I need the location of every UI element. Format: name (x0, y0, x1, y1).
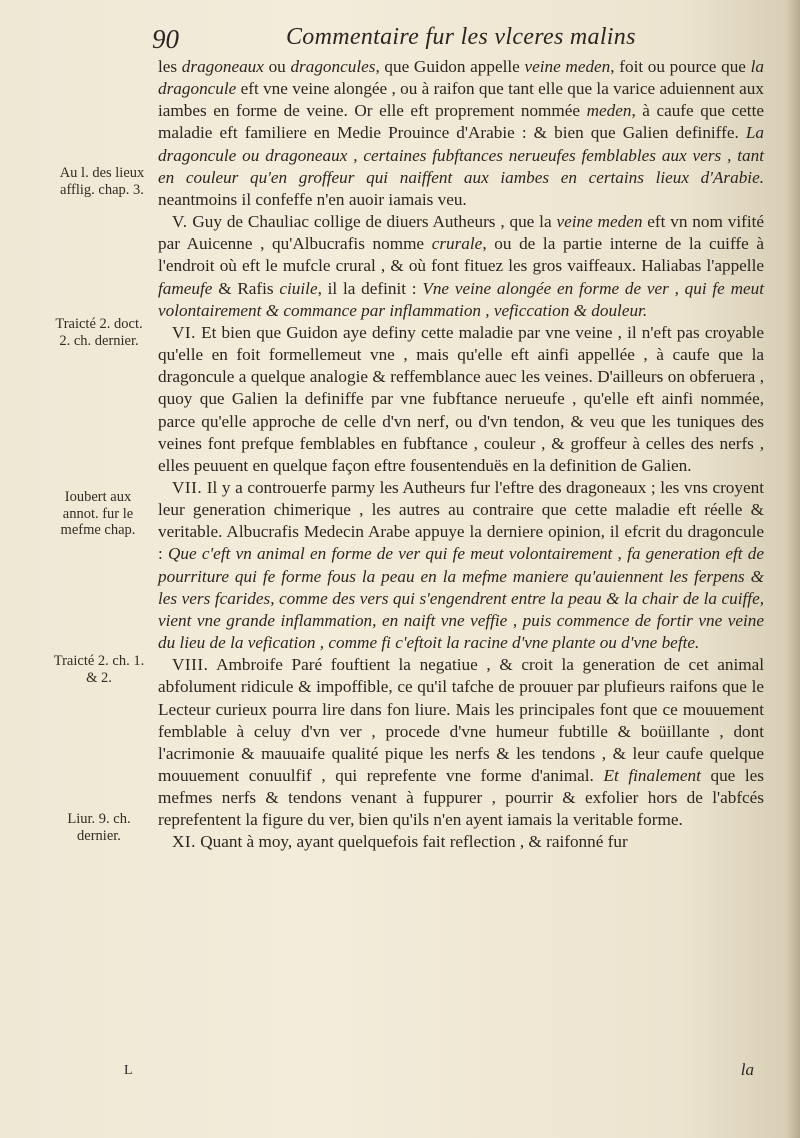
paragraph-vi: VI. Et bien que Guidon aye definy cette maladie par vne veine , il n'eft pas croyable qu'elle en foit formellemeut vne , mais qu'elle eft ainfi appellée , à caufe que la dragoncule a quelque analogie & reffemblance auec les veines. D'ailleurs on obferuera , quoy que Galien la definiffe par vne fubftance nerueufe , qu'elle eft ainfi nommée, parce qu'elle approche de celle d'vn nerf, ou d'vn tendon, & veu que les tuniques des veines font prefque femblables en fubftance , couleur , & groffeur à celles des nerfs , elles peuuent en quelque façon eftre fousentenduës en la definition de Galien. (158, 322, 764, 475)
main-text (158, 56, 764, 854)
section-number: VII. (172, 477, 203, 497)
margin-note: Ioubert aux annot. fur le mefme chap. (60, 489, 136, 538)
paragraph-xi: XI. Quant à moy, ayant quelquefois fait reflection , & raifonné fur (172, 832, 628, 852)
page-number: 90 (152, 24, 179, 54)
running-head (152, 24, 772, 54)
margin-note: Traicté 2. doct. 2. ch. dernier. (55, 316, 143, 349)
page-gutter-shadow (786, 0, 800, 1138)
paragraph-vii: VII. Il y a controuerfe parmy les Autheurs fur l'eftre des dragoneaux ; les vns croyent leur generation chimerique , les autres au contraire que cette maladie eft réelle & veritable. Albucrafis Medecin Arabe appuye la derniere opinion, il efcrit du dragoncule : Que c'eft vn animal en forme de ver qui fe meut volontairement , fa generation eft de pourriture qui fe forme fous la peau en la mefme maniere qu'auiennent les ferpens & les vers fcarides, comme des vers qui s'engendrent entre la peau & la chair de la cuiffe, vient vne grande inflammation, en naift vne veffie , puis commence de fortir vne veine du lieu de la vefication , comme fi c'eftoit la racine d'vne plante ou d'vne befte. (158, 477, 764, 653)
margin-note: Au l. des lieux afflig. chap. 3. (59, 165, 145, 198)
running-title: Commentaire fur les vlceres malins (286, 24, 636, 50)
section-number: VIII. (172, 655, 209, 675)
catchword: la (740, 1060, 754, 1079)
section-number: XI. (172, 832, 196, 852)
margin-note: Liur. 9. ch. dernier. (67, 811, 131, 844)
section-number: V. (172, 212, 188, 232)
paragraph-continuation: les dragoneaux ou dragoncules, que Guidon appelle veine meden, foit ou pource que la dragoncule eft vne veine alongée , ou à raifon que tant elle que la varice aduiennent aux iambes en forme de veine. Or elle eft proprement nommée meden, à caufe que cette maladie eft familiere en Medie Prouince d'Arabie : & bien que Galien definiffe. La dragoncule ou dragoneaux , certaines fubftances nerueufes femblables aux vers , tant en couleur qu'en groffeur qui naiffent aux iambes en certains lieux d'Arabie. neantmoins il confeffe n'en auoir iamais veu. (158, 57, 764, 209)
paragraph-viii: VIII. Ambroife Paré fouftient la negatiue , & croit la generation de cet animal abfolument ridicule & impoffible, ce qu'il tafche de prouuer par plufieurs raifons que le Lecteur curieux pourra lire dans fon liure. Mais les principales font que ce mouuement femblable à celuy d'vn ver , procede d'vne humeur fubtille & boüillante , dont l'acrimonie & mauuaife qualité pique les nerfs & les tendons , & leur caufe quelque mouuement conuulfif , qui reprefente vne forme d'animal. Et finalement que les mefmes nerfs & tendons venant à fuppurer , pourrir & exfolier hors de l'abfcés reprefentent la figure du ver, bien qu'ils n'en ayent iamais la veritable forme. (158, 655, 764, 830)
margin-note: Traicté 2. ch. 1. & 2. (53, 653, 145, 686)
paragraph-v: V. Guy de Chauliac collige de diuers Autheurs , que la veine meden eft vn nom vifité par Auicenne , qu'Albucrafis nomme crurale, ou de la partie interne de la cuiffe à l'endroit où eft le mufcle crural , & où font fituez les gros vaiffeaux. Haliabas l'appelle fameufe & Rafis ciuile, il la definit : Vne veine alongée en forme de ver , qui fe meut volontairement & commance par inflammation , veficcation & douleur. (158, 212, 764, 320)
section-number: VI. (172, 322, 196, 342)
margin-notes (0, 0, 150, 1138)
signature-mark: L (124, 1063, 133, 1078)
